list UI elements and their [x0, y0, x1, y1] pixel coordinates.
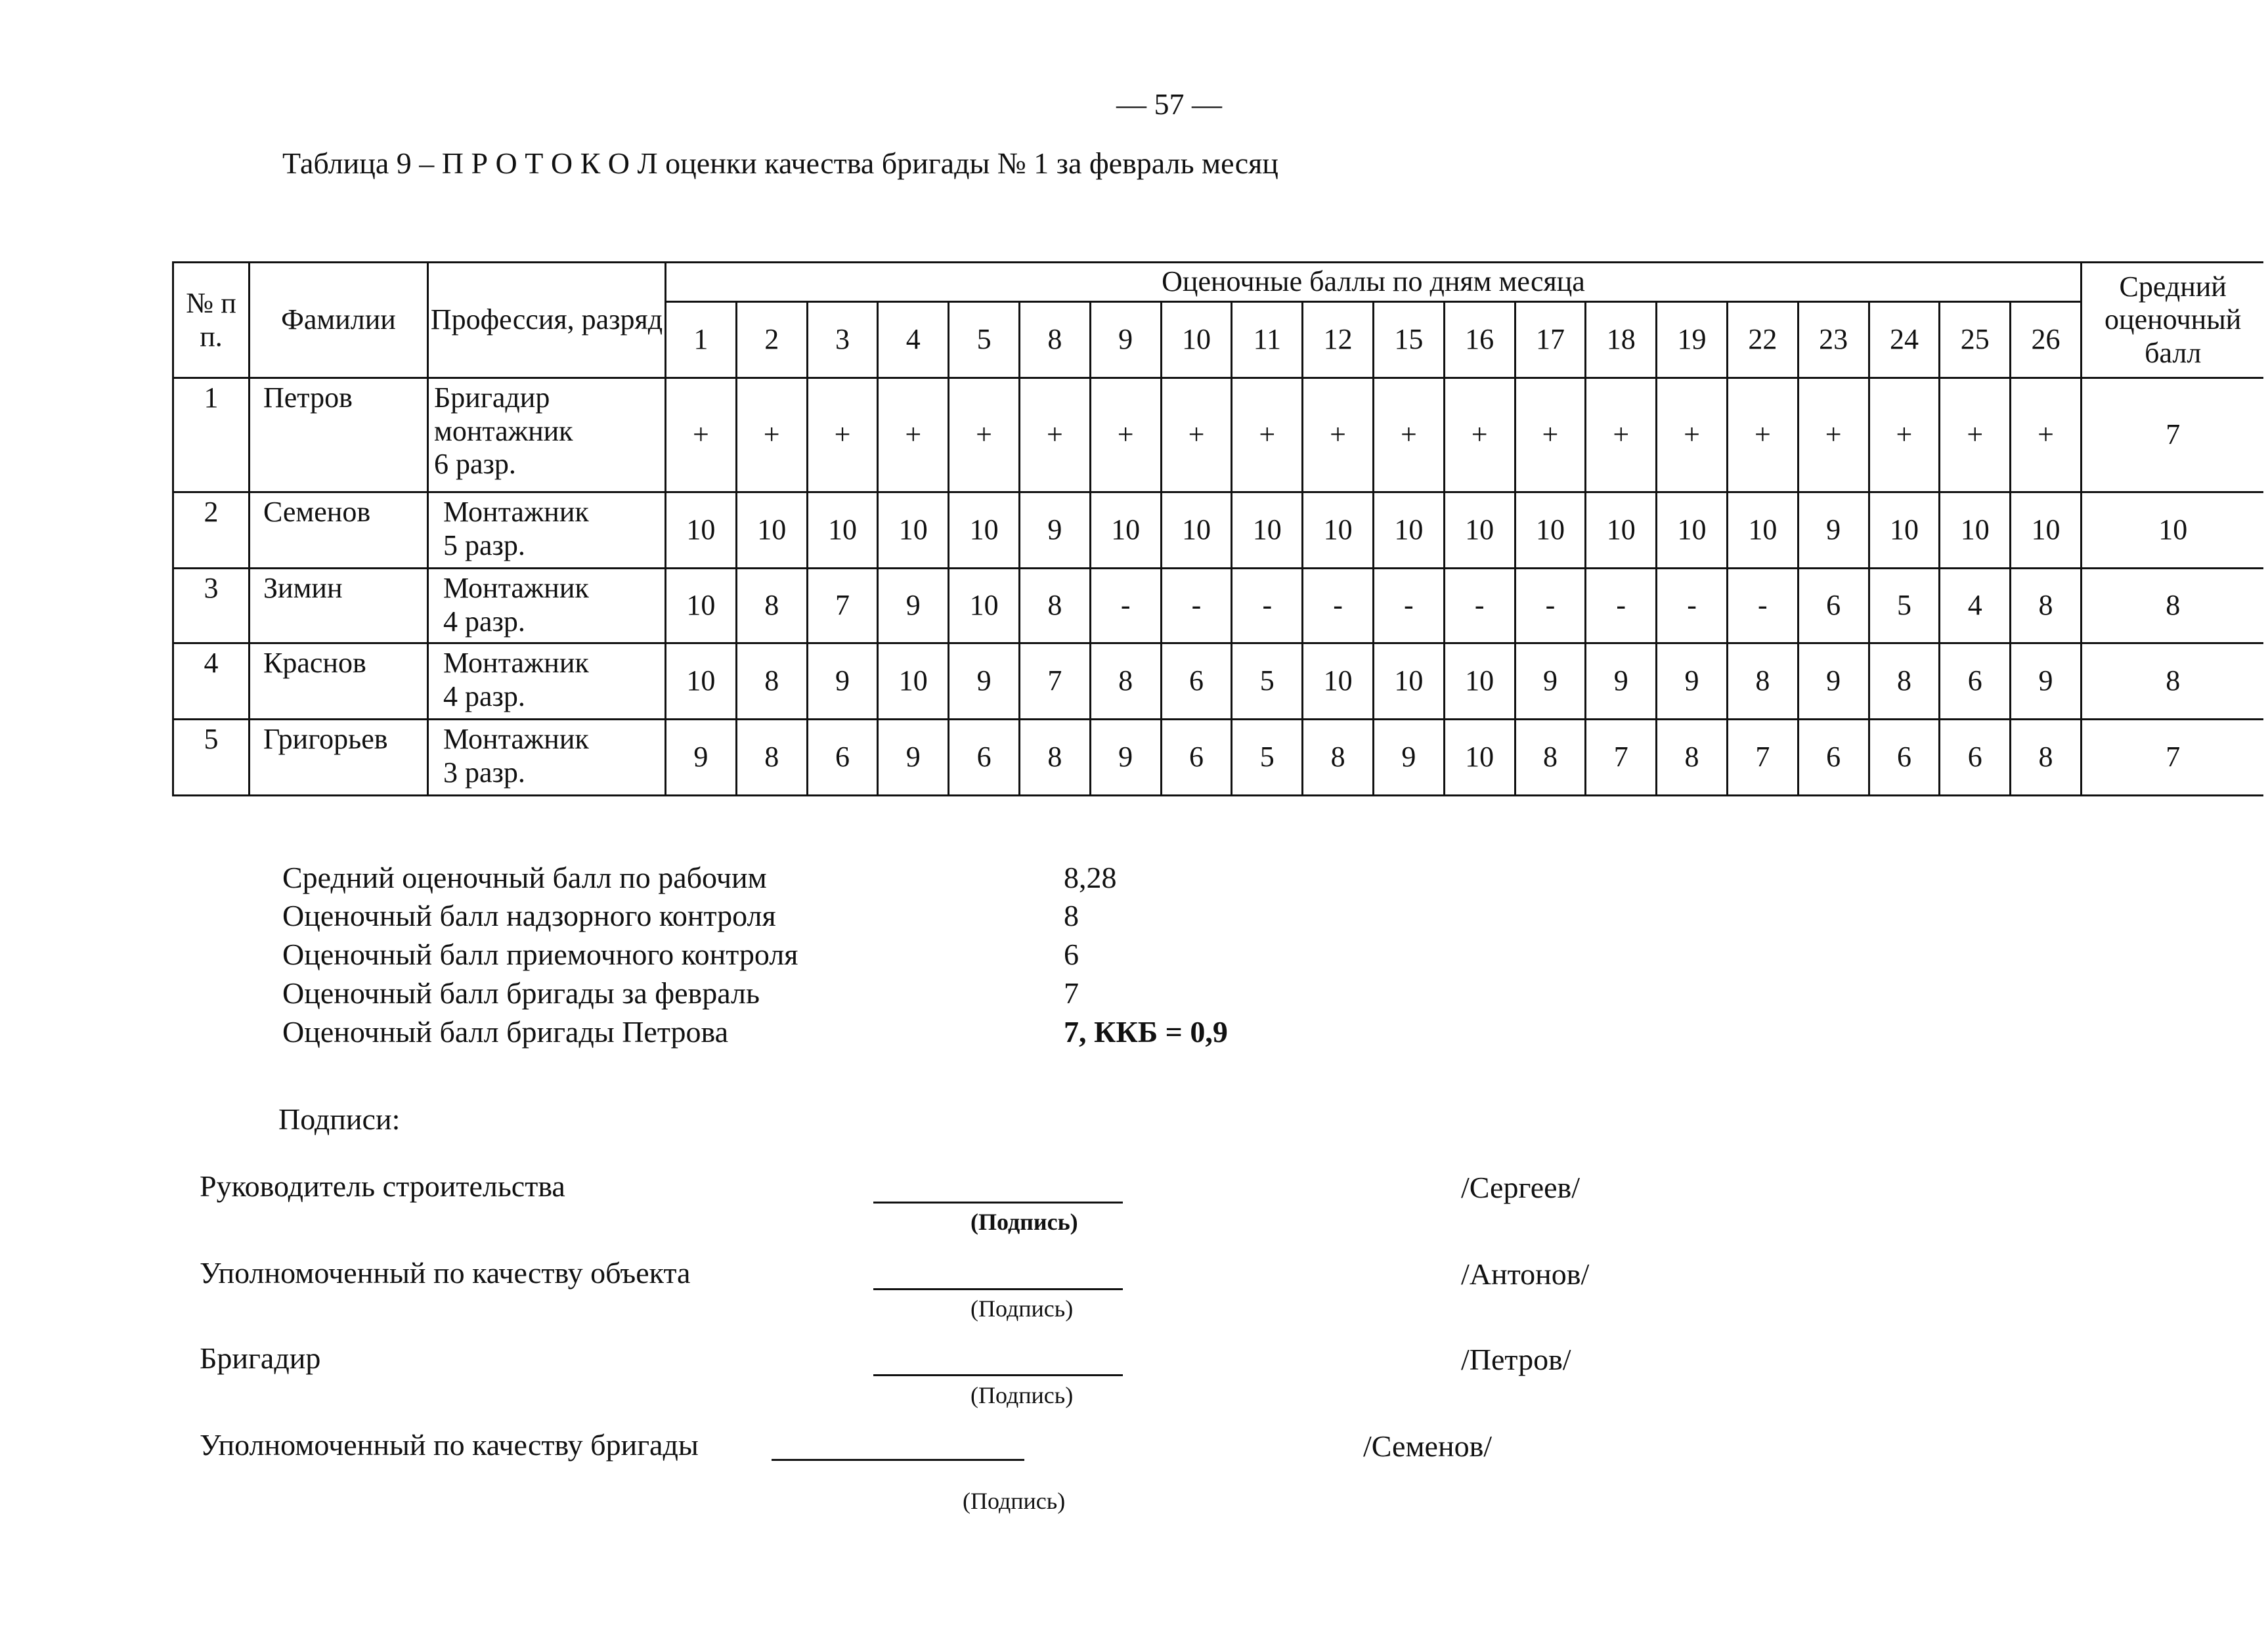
cell-score: 10 — [1303, 492, 1374, 569]
table-row — [173, 569, 2264, 643]
summary-label: Оценочный балл бригады за февраль — [282, 976, 760, 1010]
cell-score: 10 — [1232, 492, 1303, 569]
cell-score: 8 — [1019, 569, 1090, 643]
cell-score: 10 — [1090, 492, 1161, 569]
cell-score: 5 — [1232, 720, 1303, 796]
cell-score: 8 — [1515, 720, 1586, 796]
cell-score: 9 — [1657, 643, 1728, 720]
cell-score: 10 — [878, 643, 949, 720]
profession-line: Монтажник — [443, 572, 589, 604]
cell-score: 10 — [1586, 492, 1657, 569]
header-day: 10 — [1161, 302, 1232, 378]
cell-score: 10 — [949, 492, 1020, 569]
cell-score: 6 — [1161, 643, 1232, 720]
cell-score: 10 — [1869, 492, 1940, 569]
profession-line: Монтажник — [443, 647, 589, 679]
cell-score: 10 — [1373, 492, 1444, 569]
summary-value: 7 — [1064, 976, 1079, 1010]
signature-name: /Петров/ — [1461, 1343, 1571, 1376]
signature-line[interactable] — [772, 1459, 1024, 1461]
cell-score: 10 — [1444, 643, 1515, 720]
cell-score: + — [1303, 378, 1374, 492]
cell-score: - — [1232, 569, 1303, 643]
cell-score: - — [1161, 569, 1232, 643]
signature-caption: (Подпись) — [970, 1295, 1074, 1322]
cell-score: 7 — [807, 569, 878, 643]
cell-score: 6 — [1798, 569, 1869, 643]
signature-line[interactable] — [873, 1288, 1123, 1290]
cell-score: + — [878, 378, 949, 492]
header-day: 9 — [1090, 302, 1161, 378]
cell-average: 7 — [2081, 378, 2263, 492]
cell-score: 10 — [1940, 492, 2011, 569]
cell-score: 10 — [1515, 492, 1586, 569]
header-day: 5 — [949, 302, 1020, 378]
cell-score: 8 — [736, 643, 807, 720]
signature-role: Руководитель строительства — [200, 1169, 565, 1203]
header-day: 23 — [1798, 302, 1869, 378]
cell-profession — [428, 378, 666, 492]
summary-value: 7, ККБ = 0,9 — [1064, 1015, 1228, 1049]
cell-score: 10 — [666, 569, 737, 643]
cell-score: 8 — [1657, 720, 1728, 796]
cell-score: 10 — [1161, 492, 1232, 569]
page-number: — 57 — — [1116, 87, 1222, 121]
header-day: 24 — [1869, 302, 1940, 378]
cell-average: 7 — [2081, 720, 2263, 796]
cell-score: 7 — [1019, 643, 1090, 720]
signature-role: Бригадир — [200, 1341, 321, 1375]
header-day: 18 — [1586, 302, 1657, 378]
cell-score: - — [1727, 569, 1798, 643]
cell-average: 8 — [2081, 569, 2263, 643]
header-num: № п п. — [173, 263, 250, 378]
cell-score: 9 — [666, 720, 737, 796]
cell-score: 8 — [1303, 720, 1374, 796]
header-profession: Профессия, разряд — [428, 263, 666, 378]
profession-line: 5 разр. — [443, 529, 525, 561]
cell-profession — [428, 643, 666, 720]
cell-score: 10 — [878, 492, 949, 569]
cell-score: 10 — [736, 492, 807, 569]
cell-score: 10 — [1303, 643, 1374, 720]
cell-score: 8 — [736, 569, 807, 643]
cell-score: 9 — [1798, 492, 1869, 569]
cell-profession — [428, 569, 666, 643]
signature-name: /Семенов/ — [1363, 1429, 1493, 1463]
cell-score: 10 — [1373, 643, 1444, 720]
summary-value: 6 — [1064, 938, 1079, 971]
cell-average: 8 — [2081, 643, 2263, 720]
cell-score: + — [1657, 378, 1728, 492]
cell-score: 9 — [807, 643, 878, 720]
table-row — [173, 720, 2264, 796]
cell-score: + — [1232, 378, 1303, 492]
cell-score: 9 — [1090, 720, 1161, 796]
cell-num: 4 — [173, 643, 250, 720]
header-day: 2 — [736, 302, 807, 378]
cell-num: 5 — [173, 720, 250, 796]
cell-score: + — [1161, 378, 1232, 492]
profession-line: 6 разр. — [434, 448, 516, 481]
header-day: 8 — [1019, 302, 1090, 378]
header-scores-group: Оценочные баллы по дням месяца — [666, 263, 2082, 302]
cell-score: 4 — [1940, 569, 2011, 643]
cell-score: + — [1727, 378, 1798, 492]
cell-score: - — [1444, 569, 1515, 643]
cell-score: + — [1586, 378, 1657, 492]
signature-caption: (Подпись) — [970, 1382, 1074, 1408]
cell-score: 8 — [2011, 720, 2082, 796]
header-day: 25 — [1940, 302, 2011, 378]
table-row — [173, 378, 2264, 492]
cell-score: 8 — [1869, 643, 1940, 720]
cell-score: - — [1090, 569, 1161, 643]
signature-caption: (Подпись) — [963, 1488, 1066, 1514]
cell-score: + — [2011, 378, 2082, 492]
cell-score: + — [1515, 378, 1586, 492]
signature-line[interactable] — [873, 1202, 1123, 1204]
profession-line: 4 разр. — [443, 605, 525, 638]
cell-score: 10 — [1444, 492, 1515, 569]
cell-score: + — [1798, 378, 1869, 492]
summary-value: 8,28 — [1064, 861, 1117, 894]
cell-score: + — [1090, 378, 1161, 492]
cell-score: 6 — [1161, 720, 1232, 796]
cell-num: 3 — [173, 569, 250, 643]
profession-line: монтажник — [434, 414, 573, 447]
header-day: 16 — [1444, 302, 1515, 378]
cell-score: 9 — [878, 569, 949, 643]
header-day: 11 — [1232, 302, 1303, 378]
cell-score: 9 — [949, 643, 1020, 720]
cell-score: 6 — [949, 720, 1020, 796]
header-average: Средний оценочный балл — [2081, 263, 2263, 378]
header-surname: Фамилии — [250, 263, 428, 378]
cell-score: 5 — [1869, 569, 1940, 643]
cell-score: 10 — [1727, 492, 1798, 569]
signature-name: /Сергеев/ — [1461, 1171, 1581, 1204]
header-row-top — [173, 263, 2264, 302]
protocol-table — [172, 261, 2263, 796]
header-day: 17 — [1515, 302, 1586, 378]
cell-score: 8 — [1090, 643, 1161, 720]
signatures-label: Подписи: — [278, 1102, 401, 1136]
cell-score: 10 — [807, 492, 878, 569]
profession-line: 3 разр. — [443, 756, 525, 789]
cell-score: 10 — [1444, 720, 1515, 796]
signature-caption: (Подпись) — [970, 1209, 1078, 1235]
cell-score: 6 — [1940, 720, 2011, 796]
cell-score: + — [1444, 378, 1515, 492]
signature-role: Уполномоченный по качеству бригады — [200, 1428, 699, 1462]
summary-label: Средний оценочный балл по рабочим — [282, 861, 767, 894]
header-day: 12 — [1303, 302, 1374, 378]
cell-score: 6 — [1869, 720, 1940, 796]
cell-score: 9 — [1798, 643, 1869, 720]
cell-average: 10 — [2081, 492, 2263, 569]
summary-label: Оценочный балл надзорного контроля — [282, 899, 776, 932]
cell-score: + — [807, 378, 878, 492]
cell-score: 10 — [1657, 492, 1728, 569]
signature-line[interactable] — [873, 1374, 1123, 1376]
cell-score: 9 — [1019, 492, 1090, 569]
profession-line: Монтажник — [443, 723, 589, 755]
table-title: Таблица 9 – П Р О Т О К О Л оценки качества бригады № 1 за февраль месяц — [282, 146, 1278, 180]
cell-score: 8 — [1019, 720, 1090, 796]
summary-label: Оценочный балл бригады Петрова — [282, 1015, 729, 1049]
cell-score: + — [1869, 378, 1940, 492]
header-day: 22 — [1727, 302, 1798, 378]
cell-profession — [428, 720, 666, 796]
cell-score: + — [736, 378, 807, 492]
cell-score: 6 — [1798, 720, 1869, 796]
cell-score: + — [949, 378, 1020, 492]
summary-label: Оценочный балл приемочного контроля — [282, 938, 798, 971]
cell-surname: Семенов — [250, 492, 428, 569]
cell-score: + — [666, 378, 737, 492]
profession-line: Монтажник — [443, 496, 589, 528]
profession-line: 4 разр. — [443, 680, 525, 712]
cell-score: 10 — [2011, 492, 2082, 569]
cell-score: 9 — [878, 720, 949, 796]
header-day: 19 — [1657, 302, 1728, 378]
cell-score: - — [1373, 569, 1444, 643]
cell-score: - — [1303, 569, 1374, 643]
cell-score: 9 — [2011, 643, 2082, 720]
cell-score: 9 — [1515, 643, 1586, 720]
cell-num: 1 — [173, 378, 250, 492]
profession-line: Бригадир — [434, 381, 550, 414]
cell-surname: Краснов — [250, 643, 428, 720]
header-day: 15 — [1373, 302, 1444, 378]
cell-profession — [428, 492, 666, 569]
cell-score: 5 — [1232, 643, 1303, 720]
cell-score: 9 — [1373, 720, 1444, 796]
cell-score: 7 — [1586, 720, 1657, 796]
summary-value: 8 — [1064, 899, 1079, 932]
cell-score: 8 — [736, 720, 807, 796]
table-row — [173, 643, 2264, 720]
cell-score: + — [1940, 378, 2011, 492]
cell-score: - — [1586, 569, 1657, 643]
cell-score: + — [1019, 378, 1090, 492]
cell-score: 10 — [666, 492, 737, 569]
header-day: 3 — [807, 302, 878, 378]
header-day: 4 — [878, 302, 949, 378]
cell-score: 6 — [807, 720, 878, 796]
cell-score: 6 — [1940, 643, 2011, 720]
header-day: 26 — [2011, 302, 2082, 378]
signature-role: Уполномоченный по качеству объекта — [200, 1256, 691, 1290]
cell-score: - — [1515, 569, 1586, 643]
cell-score: 8 — [1727, 643, 1798, 720]
cell-score: 9 — [1586, 643, 1657, 720]
cell-score: 8 — [2011, 569, 2082, 643]
cell-score: + — [1373, 378, 1444, 492]
header-day: 1 — [666, 302, 737, 378]
cell-surname: Зимин — [250, 569, 428, 643]
cell-score: 7 — [1727, 720, 1798, 796]
cell-score: 10 — [666, 643, 737, 720]
cell-surname: Григорьев — [250, 720, 428, 796]
table-row — [173, 492, 2264, 569]
signature-name: /Антонов/ — [1461, 1257, 1590, 1291]
cell-num: 2 — [173, 492, 250, 569]
cell-score: - — [1657, 569, 1728, 643]
cell-surname: Петров — [250, 378, 428, 492]
cell-score: 10 — [949, 569, 1020, 643]
